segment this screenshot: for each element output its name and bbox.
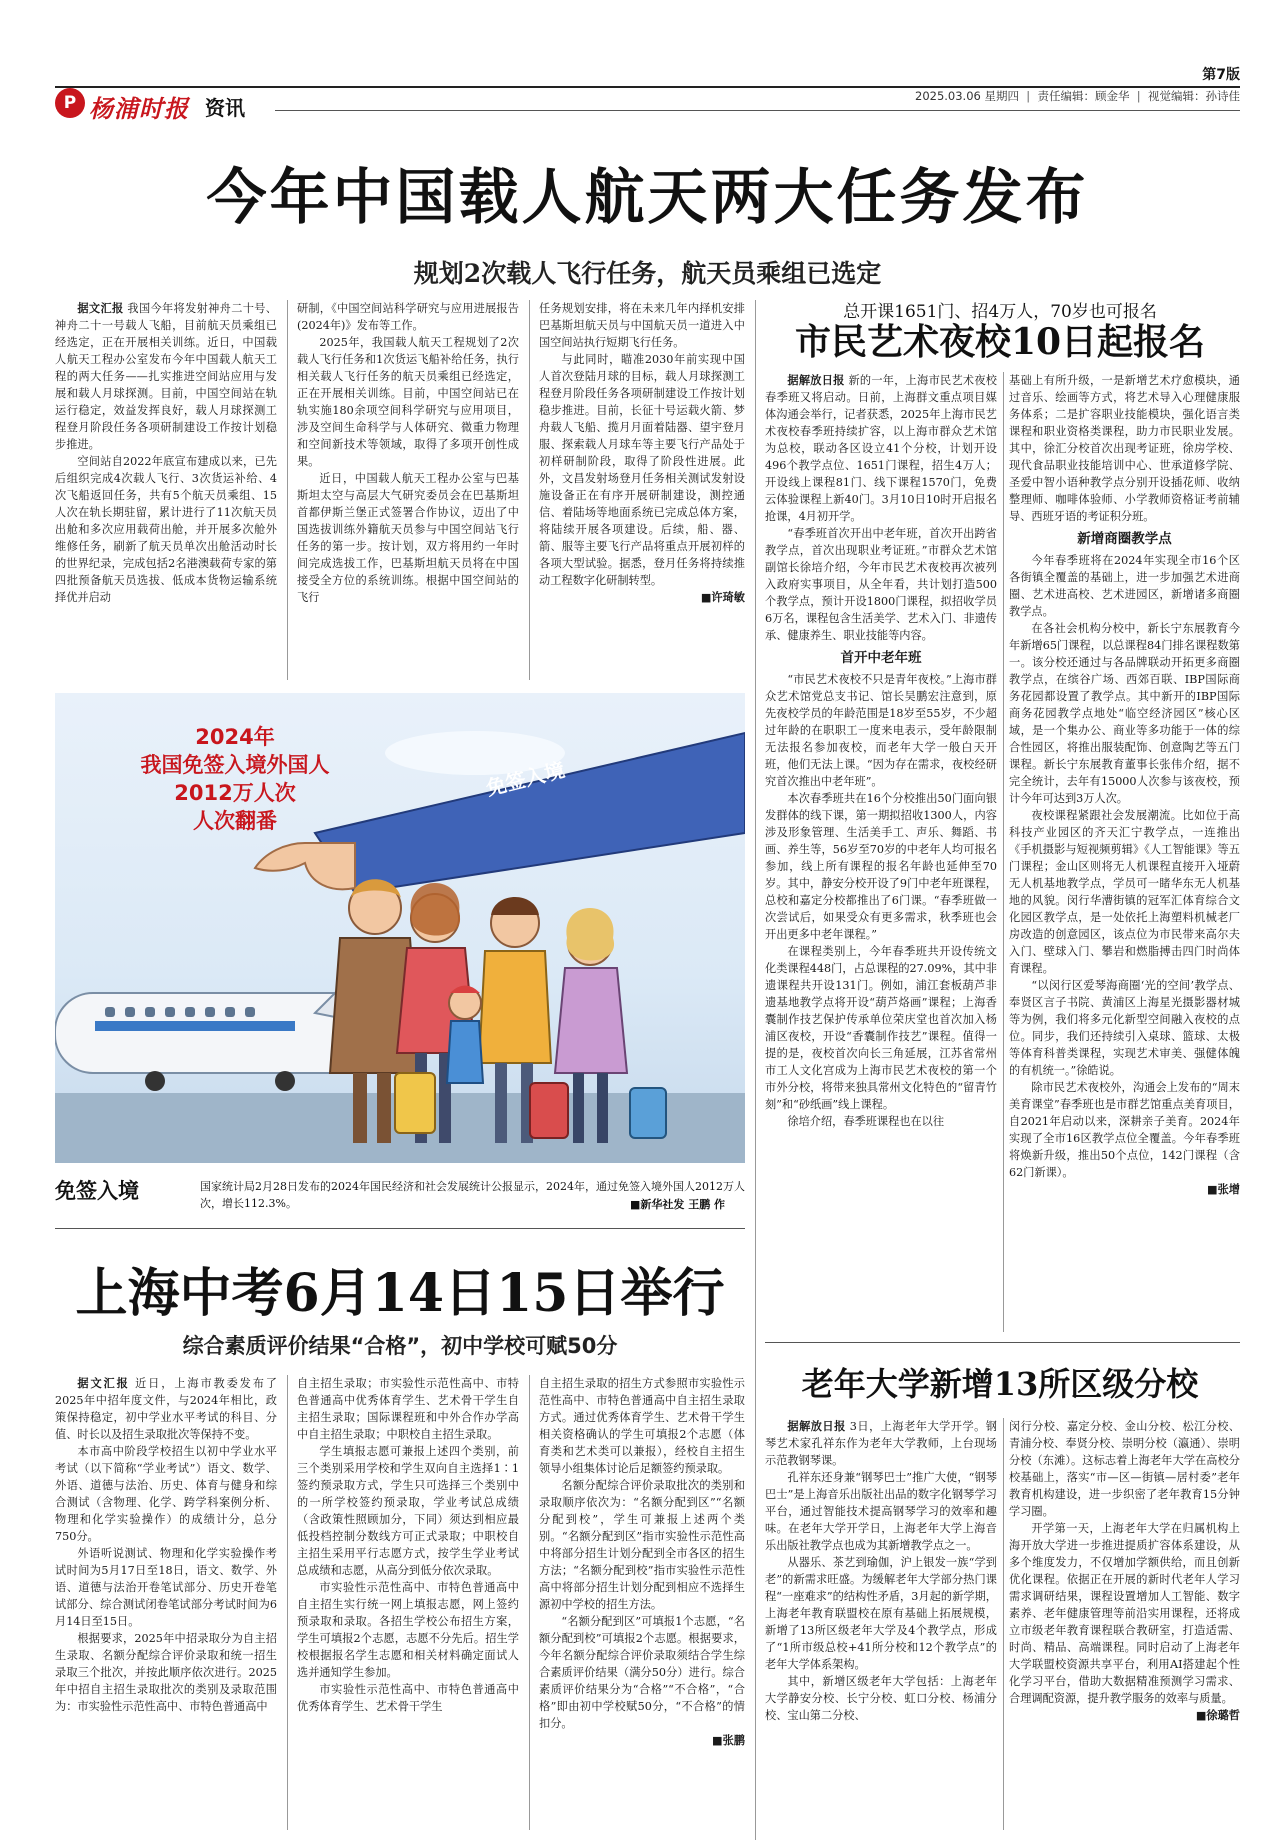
- zhongkao-col2-para-4: 市实验性示范性高中、市特色普通高中优秀体育学生、艺术骨干学生: [297, 1683, 519, 1713]
- laonian-col1-para-1: [765, 1418, 997, 1469]
- zhongkao-subhead: 综合素质评价结果“合格”，初中学校可赋50分: [182, 1334, 618, 1358]
- laonian-col2-para-2: 开学第一天，上海老年大学在归属机构上海开放大学进一步推进提质扩容体系建设，从多个维度发力，不仅增加学额供给，而且创新优化课程。依据正在开展的新时代老年人学习需求调研结果，课程设置增加人工智能、数字素养、老年健康管理等前沿实用课程，还将成立市级老年教育课程联合教研室，打造适需、时尚、精品、高端课程。同时启动了上海老年大学联盟校资源共享平台，利用AI搭建起个性化学习平台，借助大数据精准预测学习需求、合理调配资源，提升教学服务的效率与质量。: [1009, 1522, 1240, 1705]
- illustration-title-figure: 2012万人次: [174, 781, 296, 805]
- yixiao-col2-para-3: 在各社会机构分校中，新长宁东展教育今年新增65门课程，以总课程84门排名课程数第一。该分校还通过与各品牌联动开拓更多商圈教学点，在缤谷广场、西郊百联、IBP国际商务花园都设置了教学点。其中新开的IBP国际商务花园教学点地处“临空经济园区”核心区域，是一个集办公、商业等多功能于一体的综合性园区，将推出服装配饰、创意陶艺等五门课程。新长宁东展教育董事长张伟介绍，据不完全统计，去年有15000人次参与该夜校，预计今年可达到3万人次。: [1009, 622, 1240, 805]
- zhongkao-col1-para-2: 本市高中阶段学校招生以初中学业水平考试（以下简称“学业考试”）语文、数学、外语、道德与法治、历史、体育与健身和综合测试（含物理、化学、跨学科案例分析、物理和化学实验操作）的成绩计分，总分750分。: [55, 1445, 277, 1543]
- zhongkao-col3-para-2: 名额分配综合评价录取批次的类别和录取顺序依次为：“名额分配到区”“名额分配到校”，学生可兼报上述两个类别。“名额分配到区”指市实验性示范性高中将部分招生计划分配到全市各区的招生方法；“名额分配到校”指市实验性示范性高中将部分招生计划分配到相应不选择生源初中学校的招生方法。: [539, 1479, 745, 1611]
- source-tag: 据文汇报: [77, 1377, 130, 1390]
- zhongkao-col2-para-2: 学生填报志愿可兼报上述四个类别，前三个类别采用学校和学生双向自主选择1∶1签约预录取方式，学生只可选择三个类别中的一所学校签约预录取，学业考试总成绩（含政策性照顾加分，下同）须达到相应最低投档控制分数线方可正式录取；中职校自主招生采用平行志愿方式，按学生学业考试总成绩和志愿，从高分到低分依次录取。: [297, 1445, 519, 1577]
- yixiao-col1-para-3: “市民艺术夜校不只是青年夜校。”上海市群众艺术馆党总支书记、馆长吴鹏宏注意到，原先夜校学员的年龄范围是18岁至55岁，不少超过年龄的在职职工一度来电表示，受年龄限制无法报名参加夜校，而老年大学一般白天开班，他们无法上课。“因为存在需求，夜校经研究首次推出中老年班”。: [765, 673, 997, 788]
- illustration-title: [115, 723, 355, 835]
- laonian-col1-para-2: 孔祥东还身兼“钢琴巴士”推广大使，“钢琴巴士”是上海音乐出版社出品的数字化钢琴学习平台，通过智能技术提高钢琴学习的效率和趣味。在老年大学开学日，上海老年大学上海音乐出版社教学点也成为其新增教学点之一。: [765, 1471, 997, 1552]
- zhongkao-headline: 上海中考6月14日15日举行: [75, 1263, 725, 1324]
- source-tag: 据文汇报: [77, 302, 124, 315]
- zhongkao-col3-para-3: “名额分配到区”可填报1个志愿，“名额分配到校”可填报2个志愿。根据要求，今年名额分配综合评价录取须结合学生综合素质评价结果（满分50分）进行。综合素质评价结果分为“合格”“不合格”，“合格”即由初中学校赋50分，“不合格”的情扣分。: [539, 1615, 745, 1730]
- yixiao-col1-para-2: “春季班首次开出中老年班，首次开出跨省教学点，首次出现职业考证班。”市群众艺术馆副馆长徐培介绍，今年市民艺术夜校再次被列入政府实事项目，从全年看，共计划打造500个教学点，预计开设1800门课程，拟招收学员6万名，课程包含生活美学、艺术入门、非遗传承、健康养生、职业技能等内容。: [765, 527, 997, 642]
- yixiao-subheading-2: 新增商圈教学点: [1077, 531, 1172, 547]
- yixiao-column-1: [765, 372, 997, 1332]
- zhongkao-col1-para-1: [55, 1375, 277, 1443]
- space-byline: ■许琦敏: [700, 591, 745, 604]
- issue-visual-editor: | 视觉编辑：孙诗佳: [1130, 89, 1241, 103]
- section-rule: [55, 1228, 745, 1229]
- space-col3-para-1: 任务规划安排，将在未来几年内择机安排巴基斯坦航天员与中国航天员一道进入中国空间站执行短期飞行任务。: [539, 302, 745, 349]
- zhongkao-column-1: [55, 1375, 277, 1830]
- zhongkao-col1-para-3: 外语听说测试、物理和化学实验操作考试时间为5月17日至18日，语文、数学、外语、道德与法治开卷笔试部分、历史开卷笔试部分、综合测试闭卷笔试部分考试时间为6月14日至15日。: [55, 1547, 277, 1628]
- yixiao-byline: ■张增: [1207, 1183, 1240, 1196]
- yixiao-col2-para-5: “以闵行区爱琴海商圈‘光的空间’教学点、奉贤区言子书院、黄浦区上海星光摄影器材城等为例，我们将多元化新型空间融入夜校的点位。同步，我们还持续引入桌球、篮球、太极等体育科普类课程，实现艺术审美、强健体魄的有机统一。”徐皓说。: [1009, 979, 1240, 1077]
- issue-date: 2025.03.06 星期四: [915, 89, 1019, 103]
- laonian-headline: 老年大学新增13所区级分校: [801, 1365, 1199, 1403]
- illustration-title-year: 2024年: [195, 725, 275, 749]
- space-column-2: [297, 300, 519, 680]
- space-column-1: [55, 300, 277, 680]
- paragraph-text: 新的一年，上海市民艺术夜校春季班又将启动。日前，上海群文重点项目媒体沟通会举行，记者获悉，2025年上海市民艺术夜校春季班持续扩容，以上海市群众艺术馆为总校，联动各区设立41个分校，计划开设496个教学点位、1651门课程，招生4万人；开设线上课程81门、线下课程1570门，免费云体验课程上新40门。3月10日10时开启报名抢课，4月初开学。: [765, 374, 997, 523]
- zhongkao-col1-para-4: 根据要求，2025年中招录取分为自主招生录取、名额分配综合评价录取和统一招生录取三个批次，并按此顺序依次进行。2025年中招自主招生录取批次的类别及录取范围为：市实验性示范性高中、市特色普通高中: [55, 1632, 277, 1713]
- illustration-title-subject: 我国免签入境外国人: [140, 753, 330, 777]
- space-col1-para-1: [55, 300, 277, 453]
- section-divider: [755, 300, 756, 1840]
- laonian-col1-para-3: 从器乐、茶艺到瑜伽，沪上银发一族“学到老”的新需求旺盛。为缓解老年大学部分热门课程“一座难求”的结构性矛盾，3月起的新学期，上海老年教育联盟校在原有基础上拓展规模，新增了13所区级老年大学及4个教学点，形成了“1所市级总校+41所分校和12个教学点”的老年大学体系架构。: [765, 1556, 997, 1671]
- issue-info: [915, 88, 1240, 104]
- space-subhead: 规划2次载人飞行任务，航天员乘组已选定: [413, 259, 882, 288]
- section-name: 资讯: [205, 96, 245, 120]
- zhongkao-column-2: [297, 1375, 519, 1830]
- column-divider: [287, 300, 288, 680]
- space-col2-para-2: 2025年，我国载人航天工程规划了2次载人飞行任务和1次货运飞船补给任务，执行相关载人飞行任务的航天员乘组已经选定，正在开展相关训练。目前，中国空间站已在轨实施180余项空间科学研究与应用项目，涉及空间生命科学与人体研究、微重力物理和空间新技术等领域，取得了多项开创性成果。: [297, 336, 519, 468]
- column-divider: [1003, 372, 1004, 1332]
- sleeve-label: 免签入境: [483, 757, 568, 801]
- laonian-byline: ■徐璐哲: [1195, 1709, 1240, 1722]
- masthead: [55, 60, 1240, 122]
- laonian-column-2: [1009, 1418, 1240, 1830]
- yixiao-col1-para-5: 在课程类别上，今年春季班共开设传统文化类课程448门，占总课程的27.09%，其中非遗课程共开设131门。例如，浦江套板葫芦非遗基地教学点将开设“葫芦烙画”课程；上海香囊制作技艺保护传承单位荣庆堂也首次加入杨浦区夜校，开设“香囊制作技艺”课程。值得一提的是，夜校首次向长三角延展，江苏省常州市工人文化宫成为上海市民艺术夜校的第一个市外分校，将带来独具常州文化特色的“留青竹刻”和“砂纸画”线上课程。: [765, 945, 997, 1111]
- yixiao-col1-para-4: 本次春季班共在16个分校推出50门面向银发群体的线下课，第一期拟招收1300人，内容涉及形象管理、生活美手工、声乐、舞蹈、书画、养生等，56岁至70岁的中老年人均可报名参加，线上所有课程的报名年龄也延伸至70岁。其中，静安分校开设了9门中老年班课程，总校和嘉定分校都推出了6门课。“春季班做一次尝试后，如果受众有更多需求，秋季班也会开出更多中老年课程。”: [765, 792, 997, 941]
- space-column-3: [539, 300, 745, 680]
- yixiao-column-2: [1009, 372, 1240, 1332]
- yixiao-headline: 市民艺术夜校10日起报名: [794, 321, 1206, 363]
- illustration-credit: ■新华社发 王鹏 作: [630, 1198, 726, 1211]
- zhongkao-column-3: [539, 1375, 745, 1830]
- yixiao-col1-para-1: [765, 372, 997, 525]
- yixiao-col2-para-4: 夜校课程紧跟社会发展潮流。比如位于高科技产业园区的齐天汇宁教学点，一连推出《手机摄影与短视频剪辑》《人工智能课》等五门课程；金山区则将无人机课程直接开入垭蔚无人机基地教学点，学员可一睹华东无人机基地的风貌。闵行华漕街镇的冠军汇体育综合文化园区教学点，是一处依托上海塑料机械老厂房改造的创意园区，该点位为市民带来高尔夫入门、壁球入门、攀岩和燃脂搏击四门时尚体育课程。: [1009, 809, 1240, 975]
- newspaper-name: 杨浦时报: [89, 94, 189, 123]
- illustration-title-note: 人次翻番: [193, 809, 277, 833]
- space-col1-para-2: 空间站自2022年底宣布建成以来，已先后组织完成4次载人飞行、3次货运补给、4次飞船返回任务，共有5个航天员乘组、15人次在轨长期驻留，累计进行了11次航天员出舱和多次应用载荷出舱，并开展多次舱外维修任务，刷新了航天员单次出舱活动时长的世界纪录，完成包括2名港澳载荷专家的第四批预备航天员选拔、低成本货物运输系统择优并启动: [55, 455, 277, 604]
- laonian-col2-para-1: 闵行分校、嘉定分校、金山分校、松江分校、青浦分校、奉贤分校、崇明分校（瀛通）、崇明分校（东滩）。这标志着上海老年大学在高校分校基础上，落实“市—区—街镇—居村委”老年教育机构建设，进一步织密了老年教育15分钟学习圈。: [1009, 1420, 1240, 1518]
- zhongkao-col2-para-3: 市实验性示范性高中、市特色普通高中自主招生实行统一网上填报志愿，网上签约预录取和录取。各招生学校公布招生方案，学生可填报2个志愿，志愿不分先后。招生学校根据报名学生志愿和相关材料确定面试人选并通知学生参加。: [297, 1581, 519, 1679]
- yixiao-subheading-1: 首开中老年班: [840, 650, 922, 666]
- zhongkao-col2-para-1: 自主招生录取；市实验性示范性高中、市特色普通高中优秀体育学生、艺术骨干学生自主招生录取；国际课程班和中外合作办学高中自主招生录取；中职校自主招生录取。: [297, 1377, 519, 1441]
- laonian-column-1: [765, 1418, 997, 1830]
- space-headline: 今年中国载人航天两大任务发布: [206, 163, 1089, 233]
- paragraph-text: 近日，上海市教委发布了2025年中招年度文件，与2024年相比，政策保持稳定，初中学业水平考试的科目、分值、时长以及招生录取批次等保持不变。: [55, 1377, 277, 1441]
- masthead-bottom-rule: [275, 110, 1240, 111]
- space-col2-para-3: 近日，中国载人航天工程办公室与巴基斯坦太空与高层大气研究委员会在巴基斯坦首都伊斯兰堡正式签署合作协议，迈出了中国选拔训练外籍航天员参与中国空间站飞行任务的第一步。按计划，双方将用约一年时间完成选拔工作，巴基斯坦航天员将在中国接受全方位的系统训练。根据中国空间站的飞行: [297, 472, 519, 604]
- column-divider: [529, 1375, 530, 1830]
- section-rule: [765, 1342, 1240, 1343]
- laonian-col1-para-4: 其中，新增区级老年大学包括：上海老年大学静安分校、长宁分校、虹口分校、杨浦分校、宝山第二分校、: [765, 1675, 997, 1722]
- yixiao-col2-para-2: 今年春季班将在2024年实现全市16个区各街镇全覆盖的基础上，进一步加强艺术进商圈、艺术进高校、艺术进园区，新增诸多商圈教学点。: [1009, 554, 1240, 618]
- yixiao-kicker: 总开课1651门、招4万人，70岁也可报名: [843, 302, 1157, 322]
- column-divider: [1003, 1418, 1004, 1830]
- visa-free-illustration: [55, 693, 745, 1163]
- space-col2-para-1: 研制，《中国空间站科学研究与应用进展报告(2024年)》发布等工作。: [297, 302, 519, 332]
- paragraph-text: 我国今年将发射神舟二十号、神舟二十一号载人飞船，目前航天员乘组已经选定，正在开展相关训练。近日，中国载人航天工程办公室发布今年中国载人航天工程的两大任务——扎实推进空间站应用与发展和载人月球探测。目前，中国空间站在轨运行稳定，效益发挥良好，载人月球探测工程登月阶段任务各项研制建设工作按计划稳步推进。: [55, 302, 277, 451]
- space-col3-para-2: 与此同时，瞄准2030年前实现中国人首次登陆月球的目标，载人月球探测工程登月阶段任务各项研制建设工作按计划稳步推进。目前，长征十号运载火箭、梦舟载人飞船、揽月月面着陆器、望宇登月服、探索载人月球车等主要飞行产品处于初样研制阶段，取得了阶段性进展。此外，文昌发射场登月任务相关测试发射设施设备正在有序开展研制建设，测控通信、着陆场等地面系统已完成总体方案，将陆续开展各项建设。后续，船、器、箭、服等主要飞行产品将重点开展初样的各项大型试验。据悉，登月任务将持续推动工程数字化研制转型。: [539, 353, 745, 587]
- newspaper-logo-icon: P: [55, 88, 85, 118]
- illustration-caption-title: 免签入境: [55, 1179, 139, 1203]
- yixiao-col2-para-6: 除市民艺术夜校外，沟通会上发布的“周末美育课堂”春季班也是市群艺馆重点美育项目，自2021年启动以来，深耕亲子美育。2024年实现了全市16区教学点位全覆盖。今年春季班将焕新升级，推出50个点位，142门课程（含62门新课）。: [1009, 1081, 1240, 1179]
- illustration-caption-text: 国家统计局2月28日发布的2024年国民经济和社会发展统计公报显示，2024年，通过免签入境外国人2012万人次，增长112.3%。: [200, 1180, 745, 1210]
- column-divider: [529, 300, 530, 680]
- yixiao-col2-para-1: 基础上有所升级，一是新增艺术疗愈模块，通过音乐、绘画等方式，将艺术导入心理健康服务体系；二是扩容职业技能模块，强化语言类课程和职业资格类课程，助力市民职业发展。其中，徐汇分校首次出现考证班，徐房学校、现代食品职业技能培训中心、世承道修学院、圣爱中智小语种教学点分别开设插花师、收纳整理师、咖啡体验师、小学教师资格证考前辅导、西班牙语的考证积分班。: [1009, 374, 1240, 523]
- zhongkao-col3-para-1: 自主招生录取的招生方式参照市实验性示范性高中、市特色普通高中自主招生录取方式。通过优秀体育学生、艺术骨干学生相关资格确认的学生可填报2个志愿（体育类和艺术类可以兼报），经校自主招生领导小组集体讨论后足额签约预录取。: [539, 1377, 745, 1475]
- zhongkao-byline: ■张鹏: [712, 1734, 745, 1747]
- page-number: 第7版: [1202, 67, 1240, 83]
- source-tag: 据解放日报: [787, 1420, 846, 1433]
- column-divider: [287, 1375, 288, 1830]
- issue-editor: | 责任编辑：顾金华: [1019, 89, 1130, 103]
- yixiao-col1-para-6: 徐培介绍，春季班课程也在以往: [787, 1115, 945, 1128]
- source-tag: 据解放日报: [787, 374, 845, 387]
- paragraph-text: 3日，上海老年大学开学。钢琴艺术家孔祥东作为老年大学教师，上台现场示范教钢琴课。: [765, 1420, 997, 1467]
